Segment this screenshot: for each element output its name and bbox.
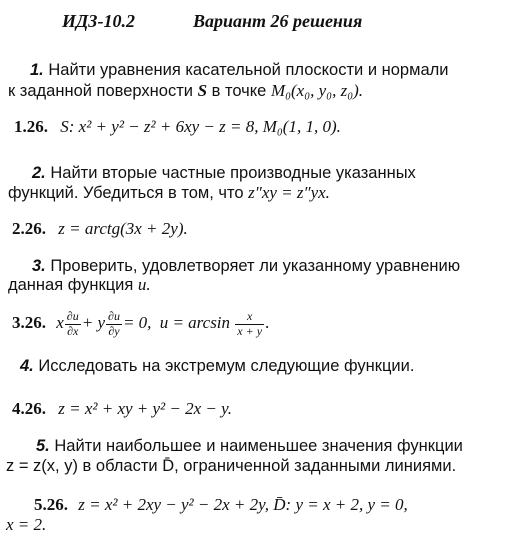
task1-text2: к заданной поверхности <box>8 82 193 100</box>
task3-var: u. <box>137 275 151 294</box>
ex3-label: 3.26. <box>12 313 46 333</box>
task4-number: 4. <box>20 357 34 375</box>
task1-number: 1. <box>30 61 44 79</box>
task4-text1: Исследовать на экстремум следующие функции. <box>38 357 415 375</box>
ex3-frac2-num: ∂u <box>108 309 120 323</box>
header-idz: ИДЗ-10.2 <box>62 11 135 31</box>
task1-text1: Найти уравнения касательной плоскости и нормали <box>48 61 449 79</box>
task5-text1: Найти наибольшее и наименьшее значения функции <box>54 437 463 455</box>
ex1-expr: S: x² + y² − z² + 6xy − z = 8, M₀(1, 1, 0). <box>60 117 341 136</box>
task4-line1 <box>20 358 414 375</box>
example-4 <box>12 400 232 417</box>
ex3-plus-y: + y <box>81 313 106 333</box>
task3-text1: Проверить, удовлетворяет ли указанному уравнению <box>50 257 461 275</box>
task1-s: S <box>197 81 208 100</box>
ex1-label: 1.26. <box>14 117 48 136</box>
example-5-line2 <box>6 516 46 533</box>
ex2-expr: z = arctg(3x + 2y). <box>58 219 188 238</box>
ex3-u: u = arcsin <box>159 313 231 333</box>
ex5-expr2: x = 2. <box>6 515 47 534</box>
task1-point: M₀(x₀, y₀, z₀). <box>270 81 364 100</box>
ex3-frac1-num: ∂u <box>66 309 79 323</box>
ex5-label: 5.26. <box>34 495 68 514</box>
task5-line1 <box>36 438 463 455</box>
task2-line2 <box>8 184 330 202</box>
ex3-frac3-num: x <box>235 310 264 325</box>
ex3-frac1-den: ∂x <box>67 323 79 338</box>
ex2-label: 2.26. <box>12 219 46 238</box>
task3-line1 <box>32 258 460 275</box>
ex3-eq0: = 0, <box>122 313 152 333</box>
example-5-line1 <box>34 496 408 513</box>
task2-text2: функций. Убедиться в том, что <box>8 184 244 202</box>
task3-text2: данная функция <box>8 276 134 294</box>
task2-text1: Найти вторые частные производные указанных <box>50 164 416 182</box>
task3-line2 <box>8 276 151 294</box>
ex4-label: 4.26. <box>12 399 46 418</box>
ex3-frac3 <box>235 310 264 339</box>
ex5-expr1: z = x² + 2xy − y² − 2x + 2y, D̄: y = x + 2, y = 0, <box>78 495 408 514</box>
ex3-frac2-den: ∂y <box>108 323 120 338</box>
task1-text3: в точке <box>211 82 267 100</box>
ex3-x: x <box>56 313 64 333</box>
example-2 <box>12 220 188 237</box>
document-header <box>62 12 362 30</box>
ex3-frac2 <box>106 310 122 339</box>
task2-expr: z″xy = z″yx. <box>248 183 330 202</box>
header-variant: Вариант 26 решения <box>192 11 363 31</box>
task1-line2 <box>8 82 363 100</box>
ex4-expr: z = x² + xy + y² − 2x − y. <box>58 399 233 418</box>
task3-number: 3. <box>32 257 46 275</box>
task2-number: 2. <box>32 164 46 182</box>
task5-text2: z = z(x, y) в области D̄, ограниченной заданными линиями. <box>6 457 457 475</box>
example-1 <box>14 118 341 135</box>
ex3-end: . <box>265 313 270 333</box>
task5-line2 <box>6 458 456 475</box>
task5-number: 5. <box>36 437 50 455</box>
task1-line1 <box>30 62 448 79</box>
ex3-frac3-den: x + y <box>237 323 263 338</box>
ex3-frac1 <box>65 310 81 339</box>
task2-line1 <box>32 165 416 182</box>
example-3 <box>12 310 269 339</box>
